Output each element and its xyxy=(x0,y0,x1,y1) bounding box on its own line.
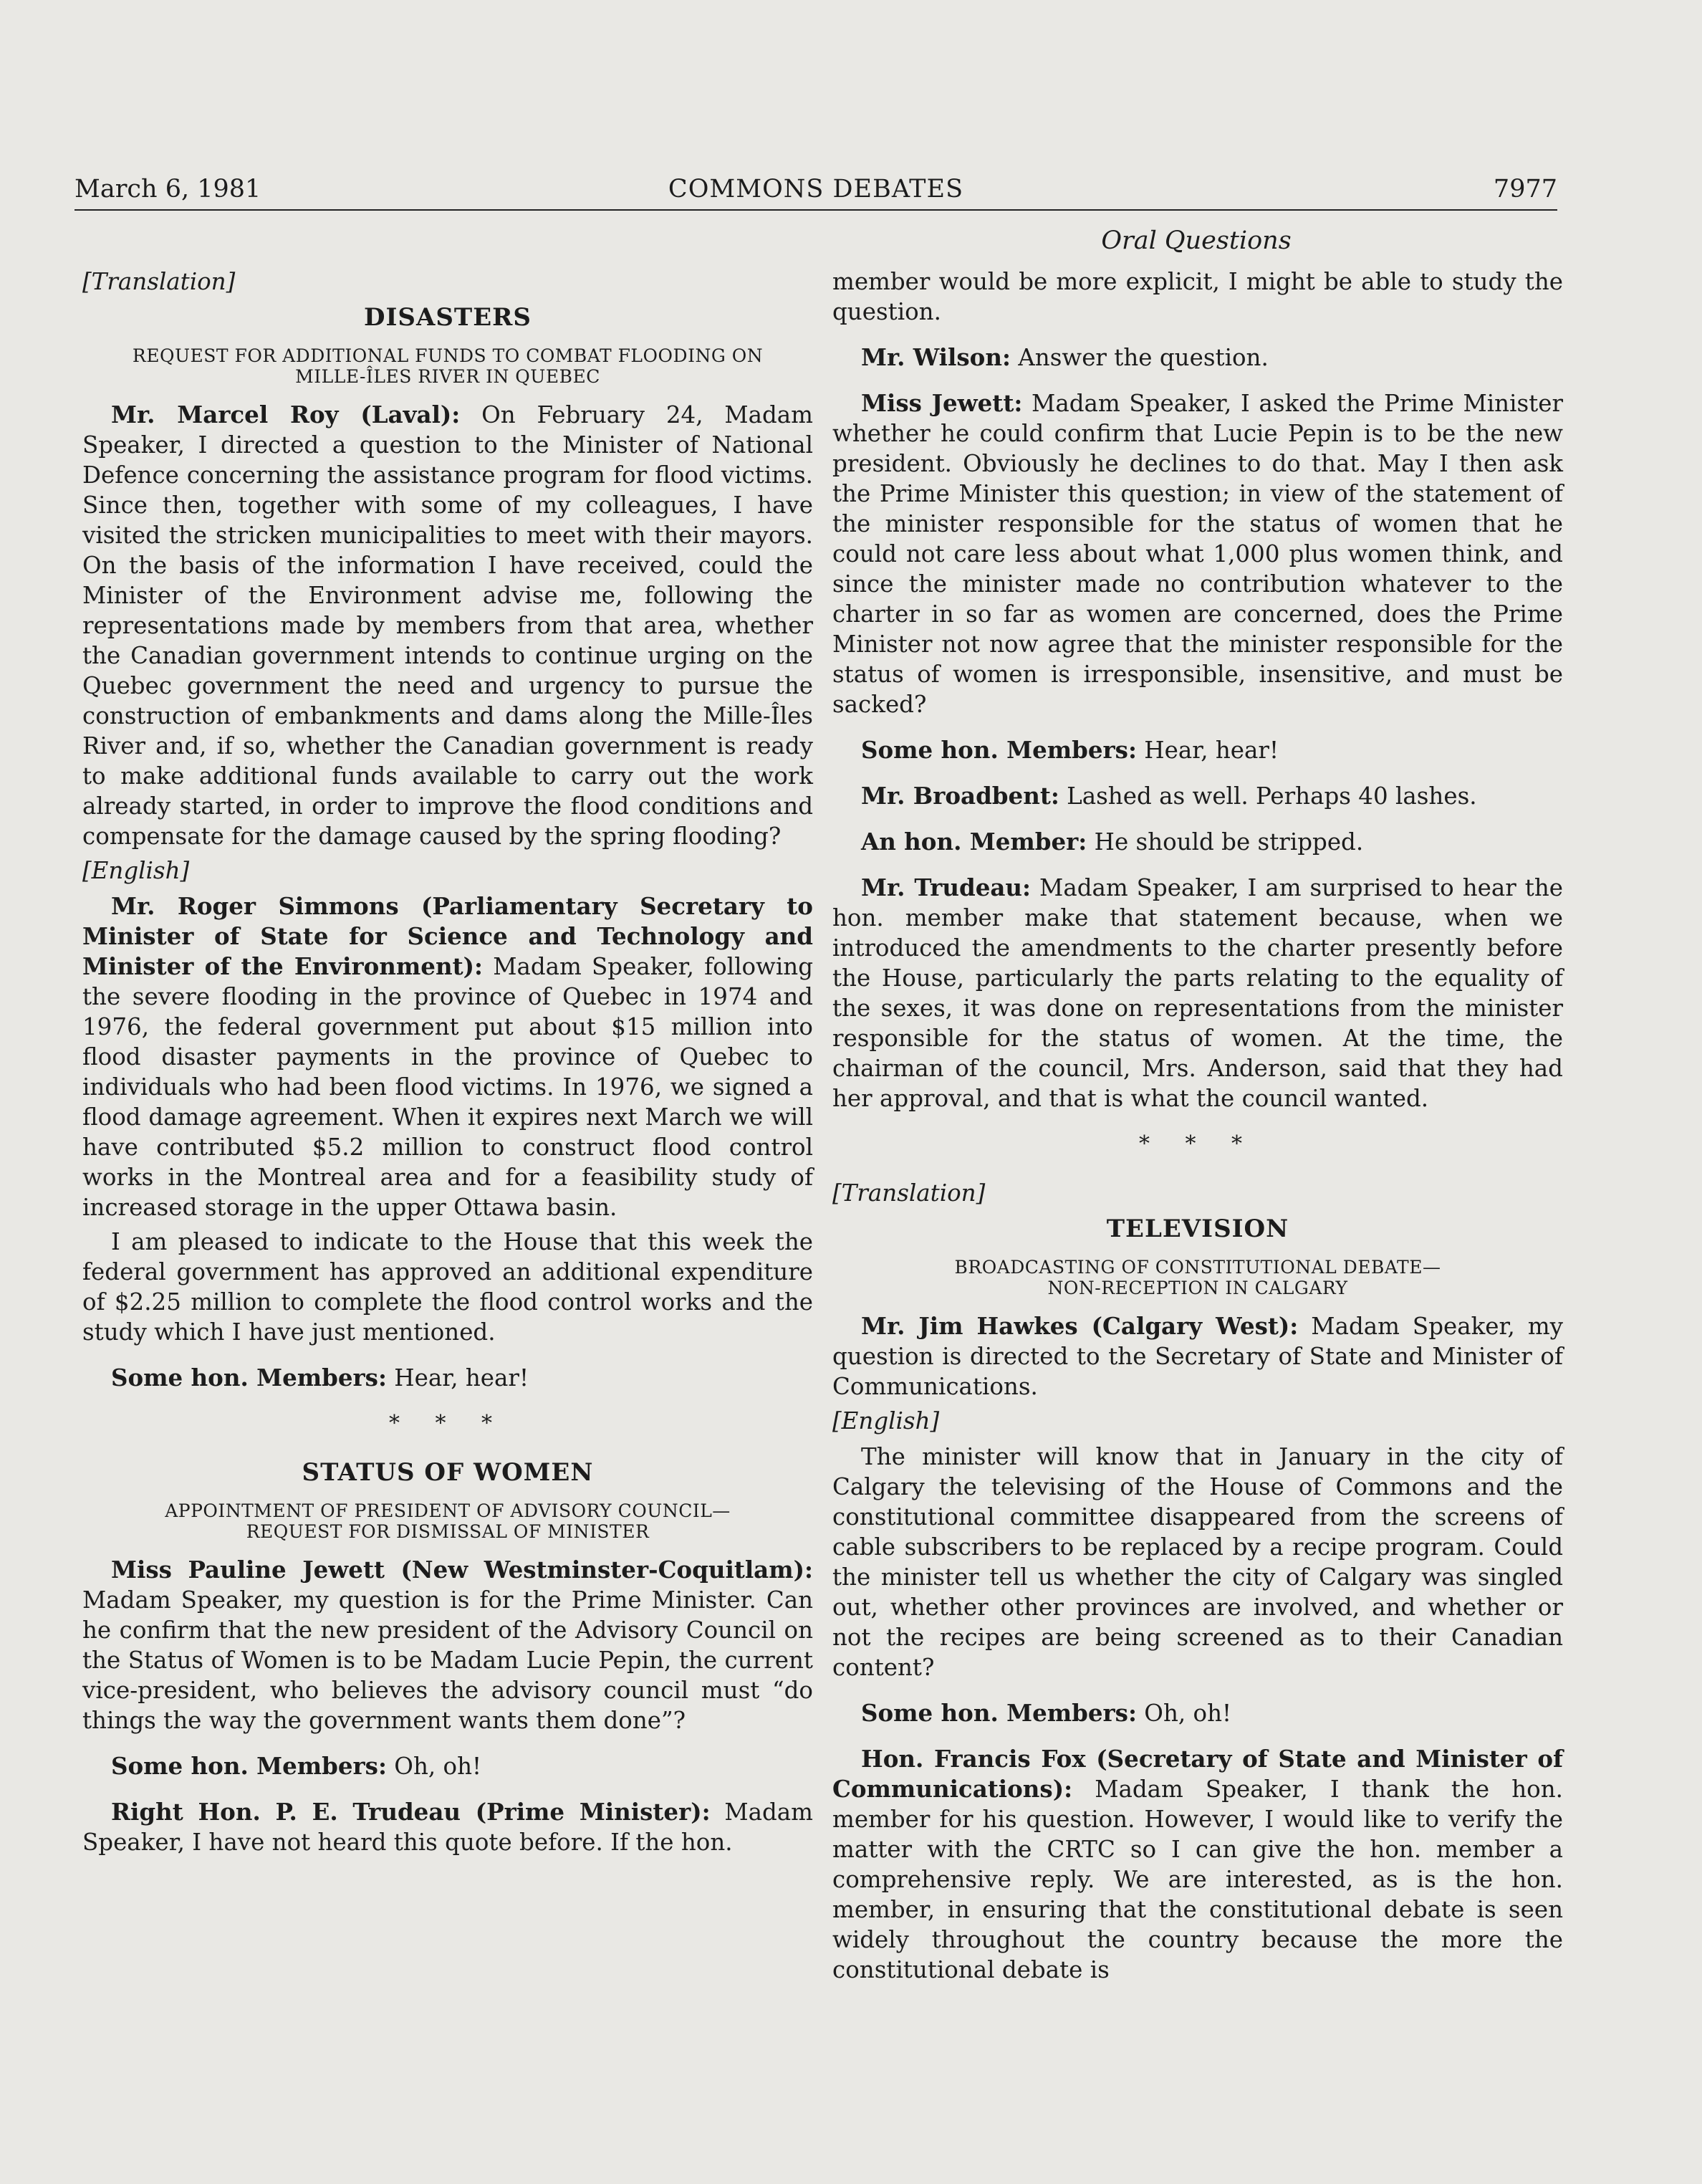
language-marker: [English] xyxy=(82,857,190,884)
speech-paragraph xyxy=(832,1442,1563,1682)
speech-text: Hear, hear! xyxy=(1136,737,1279,764)
speech-text: I am pleased to indicate to the House that this week the federal government has approved an additional expenditure of $2.25 million to complete the flood control works and the study which I have just mentioned. xyxy=(82,1228,813,1346)
speech-paragraph xyxy=(82,891,813,1222)
speech-text: On February 24, Madam Speaker, I directed a question to the Minister of National Defence concerning the assistance program for flood victims. Since then, together with some of my colleagues, I have visited the stricken municipalities to meet with their mayors. On the basis of the information I have received, could the Minister of the Environment advise me, following the representations made by members from that area, whether the Canadian government intends to continue urging on the Quebec government the need and urgency to pursue the construction of embankments and dams along the Mille-Îles River and, if so, whether the Canadian government is ready to make additional funds available to carry out the work already started, in order to improve the flood conditions and compensate for the damage caused by the spring flooding? xyxy=(82,401,813,850)
speech-paragraph xyxy=(82,1751,813,1781)
speaker-name: Mr. Wilson: xyxy=(861,343,1011,371)
language-marker: [English] xyxy=(832,1407,940,1435)
speaker-name: Some hon. Members: xyxy=(111,1752,387,1780)
speaker-name: Mr. Jim Hawkes (Calgary West): xyxy=(861,1312,1299,1340)
subheading-line: REQUEST FOR ADDITIONAL FUNDS TO COMBAT FLOODING ON xyxy=(132,345,764,366)
speech-paragraph xyxy=(82,1363,813,1393)
speech-paragraph xyxy=(832,781,1563,811)
speaker-name: Some hon. Members: xyxy=(111,1364,387,1392)
speech-paragraph xyxy=(832,1698,1563,1728)
speaker-name: Some hon. Members: xyxy=(861,1699,1137,1727)
left-column xyxy=(82,267,813,1873)
header-page-number: 7977 xyxy=(1493,175,1557,203)
speech-paragraph xyxy=(832,873,1563,1113)
speaker-name: Mr. Roger Simmons (Parliamentary Secretary to Minister of State for Science and Technology and Minister of the Environment): xyxy=(82,892,813,980)
section-heading: DISASTERS xyxy=(364,303,532,332)
speaker-name: Mr. Broadbent: xyxy=(861,782,1059,810)
speech-text: Oh, oh! xyxy=(386,1753,482,1780)
right-column xyxy=(832,267,1563,2001)
speaker-name: Right Hon. P. E. Trudeau (Prime Minister): xyxy=(111,1798,711,1826)
speech-paragraph xyxy=(832,735,1563,765)
speech-text: Madam Speaker, I am surprised to hear the hon. member make that statement because, when we introduced the amendments to the charter presently before the House, particularly the parts relating to the equality of the sexes, it was done on representations from the minister responsible for the status of women. At the time, the chairman of the council, Mrs. Anderson, said that they had her approval, and that is what the council wanted. xyxy=(832,874,1564,1112)
speech-paragraph xyxy=(832,1744,1563,1985)
speech-paragraph xyxy=(832,388,1563,719)
section-heading: TELEVISION xyxy=(1106,1215,1289,1243)
section-label: Oral Questions xyxy=(1101,226,1292,255)
speech-paragraph xyxy=(832,827,1563,857)
speech-paragraph xyxy=(82,1555,813,1735)
speaker-name: Miss Pauline Jewett (New Westminster-Coquitlam): xyxy=(111,1556,813,1584)
speech-paragraph xyxy=(832,343,1563,373)
speaker-name: Mr. Marcel Roy (Laval): xyxy=(111,401,461,428)
subheading xyxy=(82,345,813,387)
subheading xyxy=(82,1500,813,1542)
speech-text: Madam Speaker, following the severe flooding in the province of Quebec in 1974 and 1976, the federal government put about $15 million into flood disaster payments in the province of Quebec to individuals who had been flood victims. In 1976, we signed a flood damage agreement. When it expires next March we will have contributed $5.2 million to construct flood control works in the Montreal area and for a feasibility study of increased storage in the upper Ottawa basin. xyxy=(82,953,813,1221)
speaker-name: Some hon. Members: xyxy=(861,736,1137,764)
speech-text: Lashed as well. Perhaps 40 lashes. xyxy=(1059,782,1477,810)
running-head xyxy=(74,172,1557,211)
speech-text: Madam Speaker, my question is for the Prime Minister. Can he confirm that the new president of the Advisory Council on the Status of Women is to be Madam Lucie Pepin, the current vice-president, who believes the advisory council must “do things the way the government wants them done”? xyxy=(82,1586,813,1734)
subheading-line: BROADCASTING OF CONSTITUTIONAL DEBATE— xyxy=(954,1257,1441,1278)
speech-paragraph xyxy=(832,1311,1563,1402)
speech-text: Madam Speaker, I thank the hon. member for his question. However, I would like to verify the matter with the CRTC so I can give the hon. member a comprehensive reply. We are interested, as is the hon. member, in ensuring that the constitutional debate is seen widely throughout the country because the more the constitutional debate is xyxy=(832,1776,1563,1983)
speech-text: Madam Speaker, I have not heard this quote before. If the hon. xyxy=(82,1799,813,1856)
speech-paragraph xyxy=(82,1797,813,1857)
speech-text: Oh, oh! xyxy=(1136,1700,1232,1727)
speech-text: The minister will know that in January in the city of Calgary the televising of the House of Commons and the constitutional committee disappeared from the screens of cable subscribers to be replaced by a recipe program. Could the minister tell us whether the city of Calgary was singled out, whether other provinces are involved, and whether or not the recipes are being screened as to their Canadian content? xyxy=(832,1443,1563,1681)
speaker-name: Miss Jewett: xyxy=(861,389,1023,417)
speech-text: Madam Speaker, I asked the Prime Minister whether he could confirm that Lucie Pepin is to be the new president. Obviously he declines to do that. May I then ask the Prime Minister this question; in view of the statement of the minister responsible for the status of women that he could not care less about what 1,000 plus women think, and since the minister made no contribution whatever to the charter in so far as women are concerned, does the Prime Minister not now agree that the minister responsible for the status of women is irresponsible, insensitive, and must be sacked? xyxy=(832,390,1564,718)
header-title: COMMONS DEBATES xyxy=(668,175,964,203)
speech-paragraph xyxy=(82,400,813,851)
speech-paragraph xyxy=(82,1227,813,1347)
speech-paragraph xyxy=(832,267,1563,327)
header-date: March 6, 1981 xyxy=(74,175,261,203)
speech-text: Madam Speaker, my question is directed to the Secretary of State and Minister of Communications. xyxy=(832,1313,1563,1400)
language-marker: [Translation] xyxy=(82,268,236,295)
section-separator: * * * xyxy=(1138,1131,1257,1156)
subheading-line: APPOINTMENT OF PRESIDENT OF ADVISORY COUNCIL— xyxy=(165,1500,731,1521)
section-heading: STATUS OF WOMEN xyxy=(302,1458,594,1487)
subheading-line: MILLE-ÎLES RIVER IN QUEBEC xyxy=(295,366,600,387)
subheading xyxy=(832,1257,1563,1298)
speech-text: member would be more explicit, I might be able to study the question. xyxy=(832,268,1563,325)
subheading-line: NON-RECEPTION IN CALGARY xyxy=(1047,1278,1348,1298)
speech-text: He should be stripped. xyxy=(1087,828,1364,856)
speaker-name: An hon. Member: xyxy=(861,828,1087,856)
speech-text: Answer the question. xyxy=(1010,344,1269,371)
section-separator: * * * xyxy=(388,1411,507,1436)
speaker-name: Mr. Trudeau: xyxy=(861,873,1032,901)
subheading-line: REQUEST FOR DISMISSAL OF MINISTER xyxy=(246,1521,650,1542)
language-marker: [Translation] xyxy=(832,1179,986,1207)
speaker-name: Hon. Francis Fox (Secretary of State and Minister of Communications): xyxy=(832,1745,1563,1803)
speech-text: Hear, hear! xyxy=(386,1364,529,1392)
